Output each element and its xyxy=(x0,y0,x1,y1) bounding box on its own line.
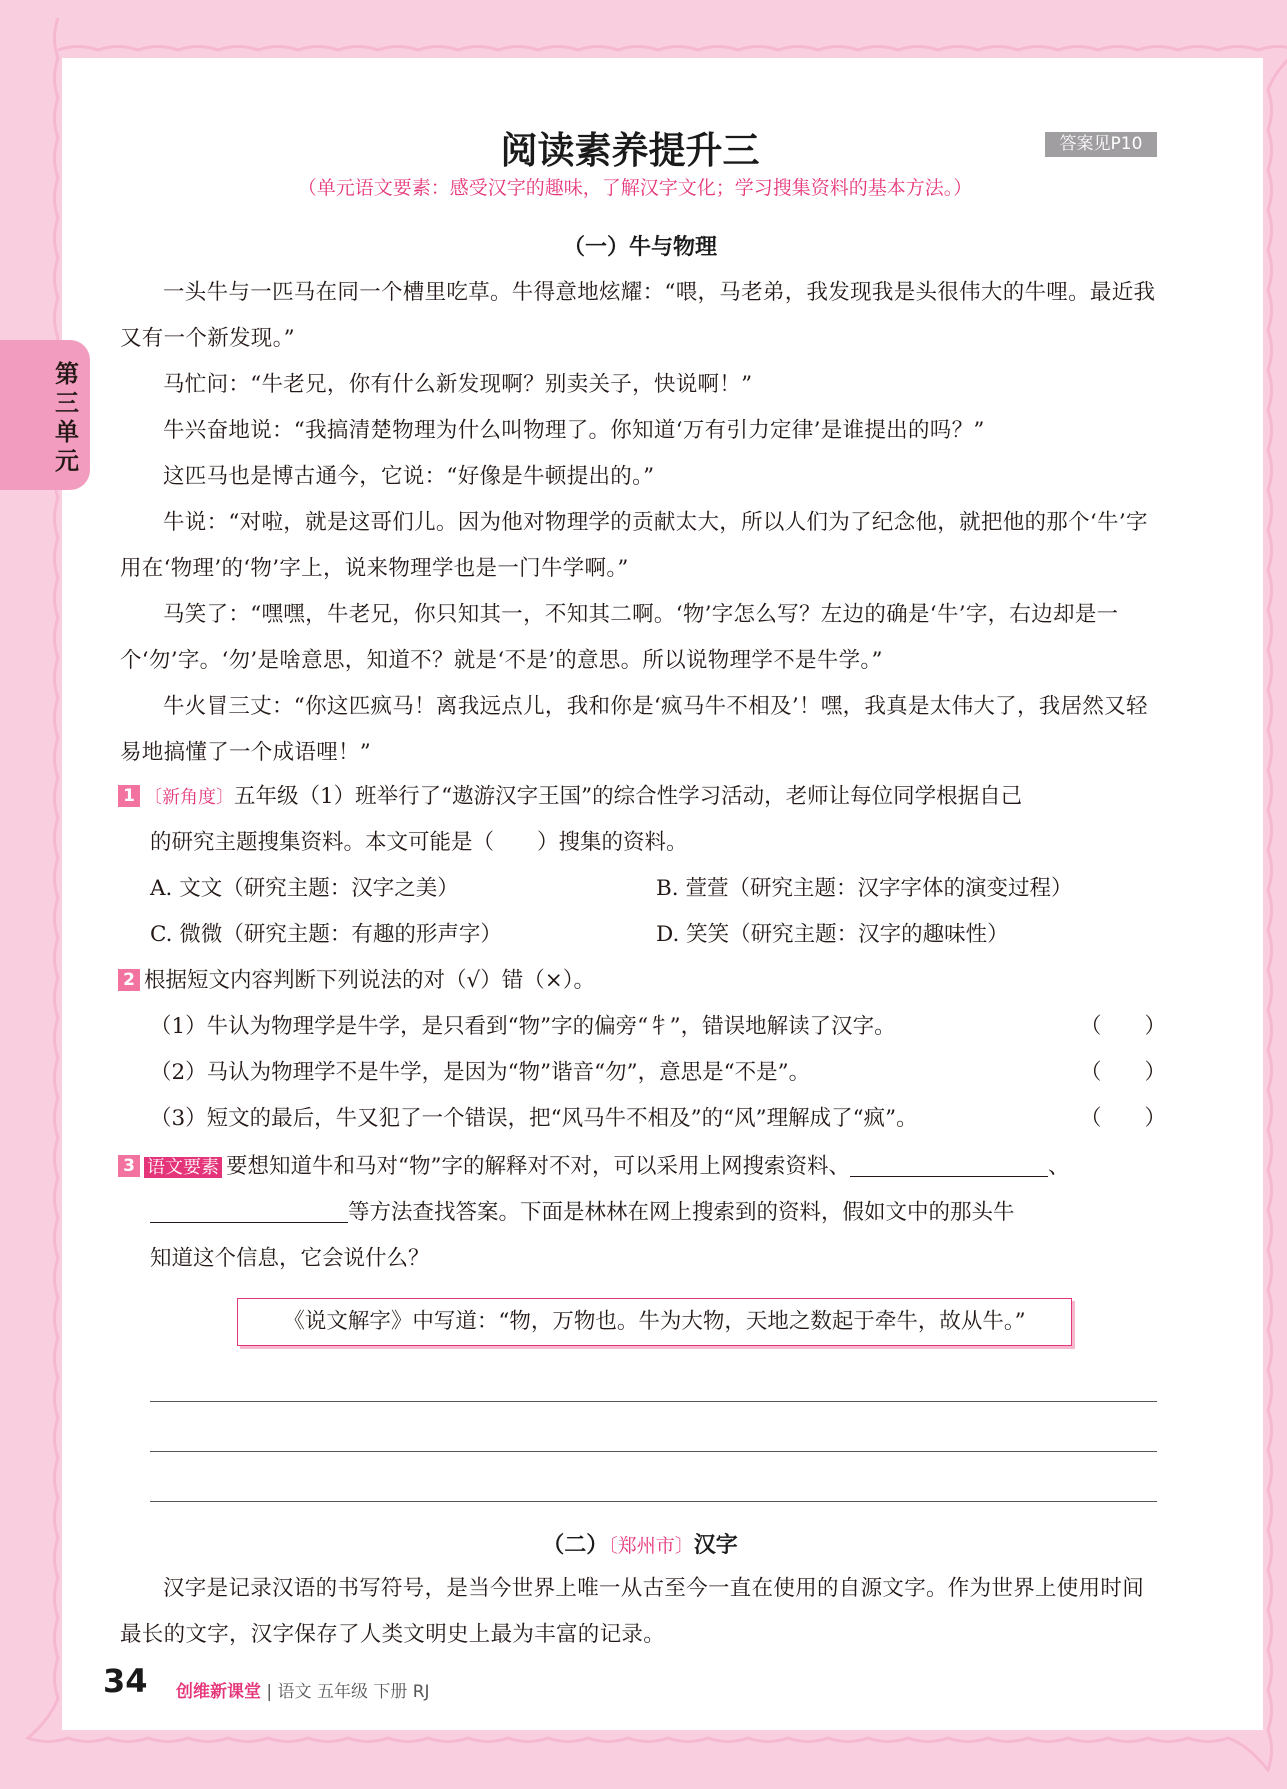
option-b[interactable]: B. 萱萱（研究主题：汉字字体的演变过程） xyxy=(656,876,1073,901)
footer-brand: 创维新课堂 xyxy=(176,1682,261,1702)
fill-blank-2[interactable] xyxy=(150,1198,348,1223)
footer-info xyxy=(176,1677,430,1702)
story-paragraph: 牛兴奋地说：“我搞清楚物理为什么叫物理了。你知道‘万有引力定律’是谁提出的吗？” xyxy=(163,418,985,443)
question-1-number: 1 xyxy=(118,785,140,807)
answer-line[interactable] xyxy=(150,1401,1157,1402)
question-3-number: 3 xyxy=(118,1155,140,1177)
question-3-tag: 语文要素 xyxy=(144,1157,222,1178)
option-a[interactable]: A. 文文（研究主题：汉字之美） xyxy=(150,876,459,901)
answer-reference-badge: 答案见P10 xyxy=(1045,132,1157,157)
story-paragraph: 马忙问：“牛老兄，你有什么新发现啊？别卖关子，快说啊！” xyxy=(163,372,753,397)
section2-region-tag: 〔郑州市〕 xyxy=(608,1535,694,1557)
story-paragraph: 一头牛与一匹马在同一个槽里吃草。牛得意地炫耀：“喂，马老弟，我发现我是头很伟大的牛哩。最近我又有一个新发现。” xyxy=(120,280,1156,351)
question-1-line1 xyxy=(118,774,1158,821)
answer-line[interactable] xyxy=(150,1501,1157,1502)
judge-item-1: （1）牛认为物理学是牛学，是只看到“物”字的偏旁“牜”，错误地解读了汉字。 xyxy=(150,1014,896,1039)
fill-blank-1[interactable] xyxy=(850,1152,1048,1177)
question-3-line3: 知道这个信息，它会说什么？ xyxy=(150,1246,430,1271)
question-3-line2 xyxy=(150,1190,1160,1236)
question-1-tag: 〔新角度〕 xyxy=(144,787,234,808)
judge-answer-1[interactable]: （ ） xyxy=(1080,1014,1167,1039)
story-paragraph: 这匹马也是博古通今，它说：“好像是牛顿提出的。” xyxy=(163,464,655,489)
unit-elements-subtitle: （单元语文要素：感受汉字的趣味，了解汉字文化；学习搜集资料的基本方法。） xyxy=(297,177,973,199)
judge-item-2: （2）马认为物理学不是牛学，是因为“物”谐音“勿”，意思是“不是”。 xyxy=(150,1060,811,1085)
unit-side-tab-label: 第三单元 xyxy=(55,360,79,475)
section2-heading-prefix: （二） xyxy=(542,1533,609,1558)
shuowen-quote-box: 《说文解字》中写道：“物，万物也。牛为大物，天地之数起于牵牛，故从牛。” xyxy=(237,1298,1072,1346)
question-3-comma: 、 xyxy=(1048,1154,1070,1179)
question-3-line1 xyxy=(118,1144,1168,1191)
story-paragraph: 牛火冒三丈：“你这匹疯马！离我远点儿，我和你是‘疯马牛不相及’！嘿，我真是太伟大了，我居然又轻易地搞懂了一个成语哩！” xyxy=(120,694,1148,765)
judge-answer-2[interactable]: （ ） xyxy=(1080,1060,1167,1085)
option-c[interactable]: C. 微微（研究主题：有趣的形声字） xyxy=(150,922,502,947)
judge-item-3: （3）短文的最后，牛又犯了一个错误，把“风马牛不相及”的“风”理解成了“疯”。 xyxy=(150,1106,918,1131)
question-2-number: 2 xyxy=(118,969,140,991)
section1-heading: （一）牛与物理 xyxy=(562,235,717,260)
footer-book-info: | 语文 五年级 下册 RJ xyxy=(266,1682,430,1702)
question-3-text-2: 等方法查找答案。下面是林林在网上搜索到的资料，假如文中的那头牛 xyxy=(348,1200,1015,1225)
section2-paragraph: 汉字是记录汉语的书写符号，是当今世界上唯一从古至今一直在使用的自源文字。作为世界上使用时间最长的文字，汉字保存了人类文明史上最为丰富的记录。 xyxy=(120,1576,1145,1647)
page-number: 34 xyxy=(103,1662,148,1700)
section2-heading xyxy=(430,1528,850,1559)
section2-heading-title: 汉字 xyxy=(693,1533,738,1558)
story-paragraph: 马笑了：“嘿嘿，牛老兄，你只知其一，不知其二啊。‘物’字怎么写？左边的确是‘牛’字，右边却是一个‘勿’字。‘勿’是啥意思，知道不？就是‘不是’的意思。所以说物理学不是牛学。” xyxy=(120,602,1119,673)
page-title: 阅读素养提升三 xyxy=(500,129,760,172)
question-2-stem xyxy=(118,958,1158,1004)
question-2-text: 根据短文内容判断下列说法的对（√）错（×）。 xyxy=(144,968,595,993)
question-1-text: 五年级（1）班举行了“遨游汉字王国”的综合性学习活动，老师让每位同学根据自己 xyxy=(234,784,1023,809)
option-d[interactable]: D. 笑笑（研究主题：汉字的趣味性） xyxy=(656,922,1009,947)
question-1-line2: 的研究主题搜集资料。本文可能是（ ）搜集的资料。 xyxy=(150,830,688,855)
story-paragraph: 牛说：“对啦，就是这哥们儿。因为他对物理学的贡献太大，所以人们为了纪念他，就把他的那个‘牛’字用在‘物理’的‘物’字上，说来物理学也是一门牛学啊。” xyxy=(120,510,1148,581)
question-3-text: 要想知道牛和马对“物”字的解释对不对，可以采用上网搜索资料、 xyxy=(226,1154,850,1179)
answer-line[interactable] xyxy=(150,1451,1157,1452)
judge-answer-3[interactable]: （ ） xyxy=(1080,1106,1167,1131)
